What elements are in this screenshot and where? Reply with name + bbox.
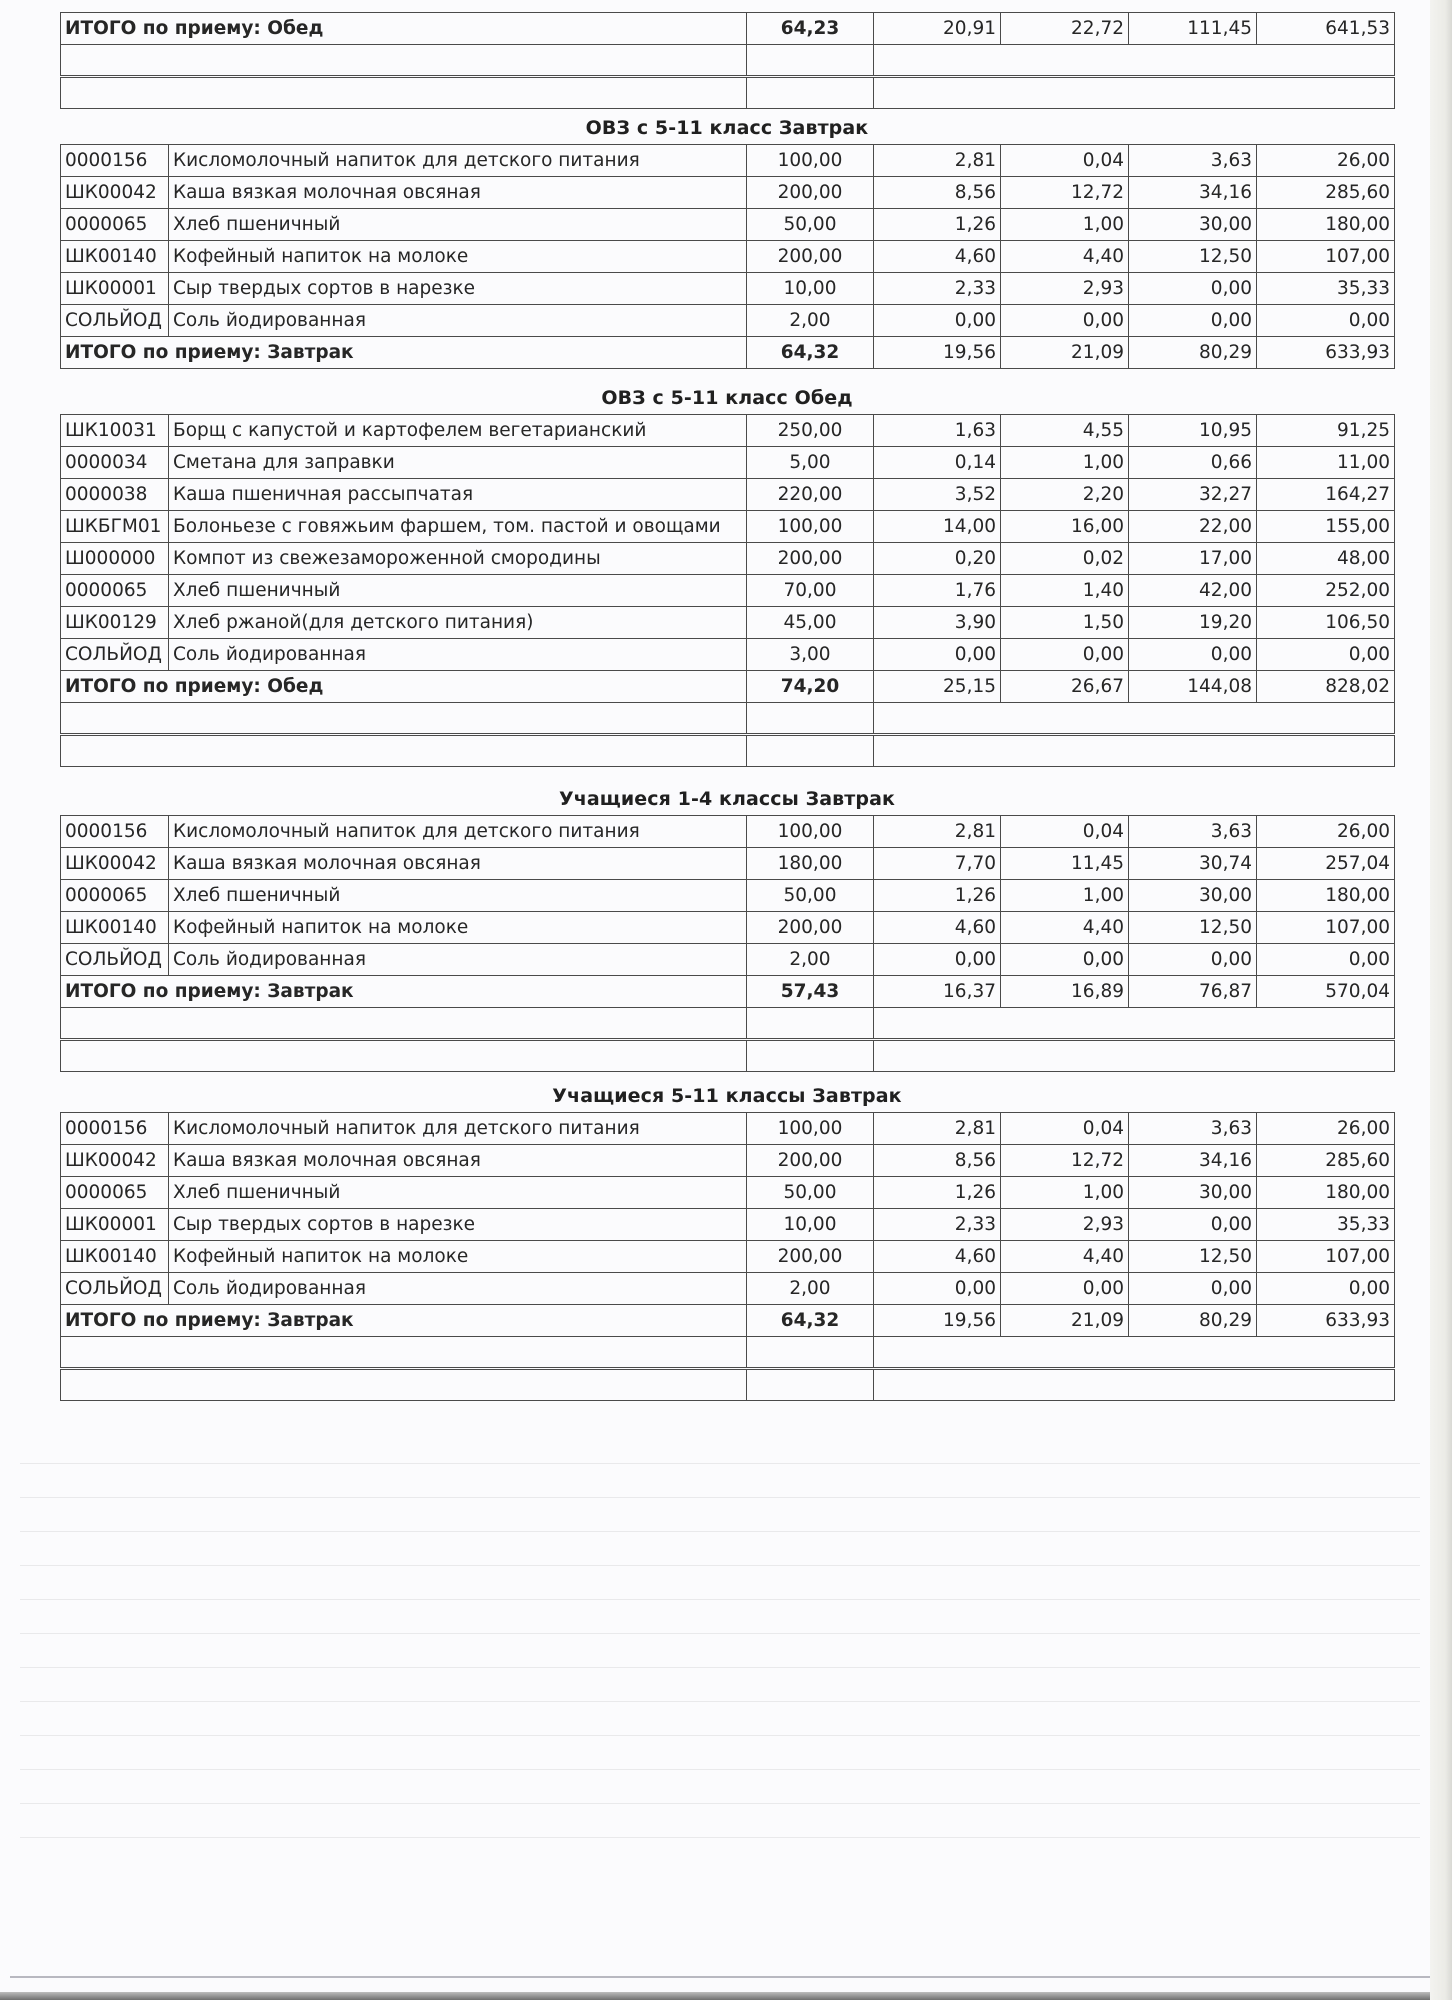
item-code: ШК00001 xyxy=(61,1209,169,1241)
item-name: Хлеб пшеничный xyxy=(169,880,747,912)
item-kcal: 164,27 xyxy=(1257,479,1395,511)
item-protein: 2,81 xyxy=(874,816,1001,848)
table-row xyxy=(61,447,1395,479)
item-code: 0000065 xyxy=(61,575,169,607)
item-carbs: 12,50 xyxy=(1129,241,1257,273)
item-fat: 11,45 xyxy=(1001,848,1129,880)
item-name: Болоньезе с говяжьим фаршем, том. пастой и овощами xyxy=(169,511,747,543)
total-label: ИТОГО по приему: Обед xyxy=(61,13,747,45)
item-code: СОЛЬЙОД xyxy=(61,305,169,337)
item-protein: 1,26 xyxy=(874,1177,1001,1209)
total-qty: 64,32 xyxy=(747,1305,874,1337)
item-kcal: 35,33 xyxy=(1257,1209,1395,1241)
item-kcal: 106,50 xyxy=(1257,607,1395,639)
item-fat: 0,00 xyxy=(1001,639,1129,671)
total-qty: 64,23 xyxy=(747,13,874,45)
item-name: Каша вязкая молочная овсяная xyxy=(169,848,747,880)
item-protein: 0,20 xyxy=(874,543,1001,575)
item-qty: 50,00 xyxy=(747,209,874,241)
bleed-through-artifact xyxy=(20,1430,1420,1860)
item-code: ШК00129 xyxy=(61,607,169,639)
blank-row xyxy=(61,45,1395,77)
total-carbs: 80,29 xyxy=(1129,1305,1257,1337)
table-row xyxy=(61,1113,1395,1145)
section-title: ОВЗ с 5-11 класс Завтрак xyxy=(585,117,869,139)
item-fat: 2,93 xyxy=(1001,1209,1129,1241)
item-code: ШК00042 xyxy=(61,848,169,880)
item-protein: 1,26 xyxy=(874,209,1001,241)
item-protein: 0,00 xyxy=(874,1273,1001,1305)
item-fat: 2,20 xyxy=(1001,479,1129,511)
item-code: ШК00042 xyxy=(61,1145,169,1177)
total-carbs: 80,29 xyxy=(1129,337,1257,369)
item-name: Каша вязкая молочная овсяная xyxy=(169,177,747,209)
item-qty: 100,00 xyxy=(747,1113,874,1145)
item-code: ШК00140 xyxy=(61,241,169,273)
blank-row xyxy=(61,735,1395,767)
total-fat: 22,72 xyxy=(1001,13,1129,45)
item-qty: 100,00 xyxy=(747,816,874,848)
item-kcal: 180,00 xyxy=(1257,1177,1395,1209)
item-fat: 1,40 xyxy=(1001,575,1129,607)
item-carbs: 30,00 xyxy=(1129,1177,1257,1209)
table-row xyxy=(61,1177,1395,1209)
item-name: Хлеб пшеничный xyxy=(169,575,747,607)
item-code: 0000156 xyxy=(61,145,169,177)
total-fat: 16,89 xyxy=(1001,976,1129,1008)
item-carbs: 0,00 xyxy=(1129,1273,1257,1305)
total-protein: 19,56 xyxy=(874,337,1001,369)
item-protein: 7,70 xyxy=(874,848,1001,880)
item-qty: 180,00 xyxy=(747,848,874,880)
item-carbs: 0,00 xyxy=(1129,639,1257,671)
total-row xyxy=(61,1305,1395,1337)
item-qty: 45,00 xyxy=(747,607,874,639)
item-qty: 2,00 xyxy=(747,1273,874,1305)
total-kcal: 570,04 xyxy=(1257,976,1395,1008)
item-fat: 0,04 xyxy=(1001,816,1129,848)
menu-table xyxy=(60,815,1395,1072)
item-protein: 2,81 xyxy=(874,145,1001,177)
item-qty: 200,00 xyxy=(747,1241,874,1273)
total-fat: 26,67 xyxy=(1001,671,1129,703)
total-row xyxy=(61,337,1395,369)
item-carbs: 0,00 xyxy=(1129,305,1257,337)
total-row xyxy=(61,671,1395,703)
table-row xyxy=(61,816,1395,848)
item-carbs: 3,63 xyxy=(1129,1113,1257,1145)
item-fat: 2,93 xyxy=(1001,273,1129,305)
table-row xyxy=(61,1145,1395,1177)
table-row xyxy=(61,511,1395,543)
item-code: ШК00140 xyxy=(61,912,169,944)
table-row xyxy=(61,177,1395,209)
item-code: 0000034 xyxy=(61,447,169,479)
item-name: Соль йодированная xyxy=(169,944,747,976)
total-protein: 19,56 xyxy=(874,1305,1001,1337)
blank-row xyxy=(61,1040,1395,1072)
item-protein: 4,60 xyxy=(874,1241,1001,1273)
item-protein: 0,00 xyxy=(874,944,1001,976)
item-name: Хлеб ржаной(для детского питания) xyxy=(169,607,747,639)
table-row xyxy=(61,912,1395,944)
total-protein: 25,15 xyxy=(874,671,1001,703)
item-kcal: 26,00 xyxy=(1257,816,1395,848)
item-qty: 200,00 xyxy=(747,912,874,944)
item-name: Соль йодированная xyxy=(169,305,747,337)
item-name: Каша вязкая молочная овсяная xyxy=(169,1145,747,1177)
item-code: 0000156 xyxy=(61,1113,169,1145)
total-row xyxy=(61,976,1395,1008)
item-kcal: 26,00 xyxy=(1257,1113,1395,1145)
table-row xyxy=(61,209,1395,241)
item-code: 0000065 xyxy=(61,209,169,241)
table-row xyxy=(61,145,1395,177)
item-protein: 2,33 xyxy=(874,1209,1001,1241)
item-kcal: 285,60 xyxy=(1257,1145,1395,1177)
item-name: Сыр твердых сортов в нарезке xyxy=(169,273,747,305)
item-protein: 8,56 xyxy=(874,1145,1001,1177)
item-carbs: 34,16 xyxy=(1129,177,1257,209)
item-name: Кофейный напиток на молоке xyxy=(169,241,747,273)
item-carbs: 19,20 xyxy=(1129,607,1257,639)
total-label: ИТОГО по приему: Завтрак xyxy=(61,976,747,1008)
total-protein: 16,37 xyxy=(874,976,1001,1008)
total-fat: 21,09 xyxy=(1001,337,1129,369)
item-name: Сметана для заправки xyxy=(169,447,747,479)
blank-row xyxy=(61,1008,1395,1040)
item-name: Кисломолочный напиток для детского питания xyxy=(169,145,747,177)
item-protein: 0,14 xyxy=(874,447,1001,479)
item-code: ШКБГМ01 xyxy=(61,511,169,543)
item-carbs: 30,74 xyxy=(1129,848,1257,880)
item-kcal: 180,00 xyxy=(1257,209,1395,241)
item-kcal: 48,00 xyxy=(1257,543,1395,575)
section-title: ОВЗ с 5-11 класс Обед xyxy=(601,387,853,409)
item-protein: 1,63 xyxy=(874,415,1001,447)
item-name: Кофейный напиток на молоке xyxy=(169,1241,747,1273)
item-kcal: 91,25 xyxy=(1257,415,1395,447)
total-carbs: 111,45 xyxy=(1129,13,1257,45)
item-kcal: 35,33 xyxy=(1257,273,1395,305)
item-fat: 1,50 xyxy=(1001,607,1129,639)
item-kcal: 107,00 xyxy=(1257,241,1395,273)
table-row xyxy=(61,273,1395,305)
item-kcal: 252,00 xyxy=(1257,575,1395,607)
blank-row xyxy=(61,77,1395,109)
item-protein: 0,00 xyxy=(874,639,1001,671)
item-qty: 250,00 xyxy=(747,415,874,447)
table-row xyxy=(61,944,1395,976)
table-row xyxy=(61,1241,1395,1273)
item-protein: 3,90 xyxy=(874,607,1001,639)
section-ovz-5-11-breakfast xyxy=(60,112,1394,369)
table-row xyxy=(61,415,1395,447)
item-code: 0000065 xyxy=(61,1177,169,1209)
item-fat: 1,00 xyxy=(1001,447,1129,479)
item-qty: 200,00 xyxy=(747,241,874,273)
item-fat: 16,00 xyxy=(1001,511,1129,543)
item-protein: 0,00 xyxy=(874,305,1001,337)
total-carbs: 144,08 xyxy=(1129,671,1257,703)
item-kcal: 155,00 xyxy=(1257,511,1395,543)
item-fat: 0,00 xyxy=(1001,944,1129,976)
total-row xyxy=(61,13,1395,45)
section-title: Учащиеся 5-11 классы Завтрак xyxy=(552,1085,902,1107)
item-fat: 12,72 xyxy=(1001,1145,1129,1177)
item-fat: 12,72 xyxy=(1001,177,1129,209)
item-kcal: 107,00 xyxy=(1257,912,1395,944)
item-carbs: 32,27 xyxy=(1129,479,1257,511)
total-kcal: 828,02 xyxy=(1257,671,1395,703)
item-protein: 1,26 xyxy=(874,880,1001,912)
total-fat: 21,09 xyxy=(1001,1305,1129,1337)
item-code: ШК00042 xyxy=(61,177,169,209)
scan-edge-line xyxy=(10,1976,1430,1978)
section-title: Учащиеся 1-4 классы Завтрак xyxy=(558,788,896,810)
item-kcal: 180,00 xyxy=(1257,880,1395,912)
item-qty: 10,00 xyxy=(747,273,874,305)
item-carbs: 42,00 xyxy=(1129,575,1257,607)
item-fat: 1,00 xyxy=(1001,880,1129,912)
item-name: Хлеб пшеничный xyxy=(169,209,747,241)
item-name: Хлеб пшеничный xyxy=(169,1177,747,1209)
item-kcal: 26,00 xyxy=(1257,145,1395,177)
item-qty: 3,00 xyxy=(747,639,874,671)
item-name: Борщ с капустой и картофелем вегетарианский xyxy=(169,415,747,447)
scan-bottom-edge xyxy=(0,1992,1452,2000)
item-qty: 220,00 xyxy=(747,479,874,511)
item-qty: 50,00 xyxy=(747,880,874,912)
item-code: ШК00140 xyxy=(61,1241,169,1273)
menu-table xyxy=(60,144,1395,369)
item-fat: 4,55 xyxy=(1001,415,1129,447)
item-kcal: 107,00 xyxy=(1257,1241,1395,1273)
item-carbs: 17,00 xyxy=(1129,543,1257,575)
item-protein: 2,81 xyxy=(874,1113,1001,1145)
table-row xyxy=(61,639,1395,671)
item-protein: 14,00 xyxy=(874,511,1001,543)
total-label: ИТОГО по приему: Завтрак xyxy=(61,337,747,369)
item-qty: 70,00 xyxy=(747,575,874,607)
item-fat: 4,40 xyxy=(1001,241,1129,273)
item-protein: 1,76 xyxy=(874,575,1001,607)
section-grades-5-11-breakfast xyxy=(60,1080,1394,1401)
total-carbs: 76,87 xyxy=(1129,976,1257,1008)
item-kcal: 11,00 xyxy=(1257,447,1395,479)
item-name: Сыр твердых сортов в нарезке xyxy=(169,1209,747,1241)
item-code: 0000065 xyxy=(61,880,169,912)
total-kcal: 633,93 xyxy=(1257,1305,1395,1337)
menu-table xyxy=(60,414,1395,767)
item-protein: 4,60 xyxy=(874,241,1001,273)
item-qty: 200,00 xyxy=(747,543,874,575)
table-row xyxy=(61,305,1395,337)
item-fat: 0,04 xyxy=(1001,145,1129,177)
item-carbs: 0,66 xyxy=(1129,447,1257,479)
total-kcal: 641,53 xyxy=(1257,13,1395,45)
item-code: Ш000000 xyxy=(61,543,169,575)
item-fat: 0,00 xyxy=(1001,305,1129,337)
item-qty: 50,00 xyxy=(747,1177,874,1209)
total-qty: 64,32 xyxy=(747,337,874,369)
item-carbs: 3,63 xyxy=(1129,816,1257,848)
item-code: 0000156 xyxy=(61,816,169,848)
total-qty: 74,20 xyxy=(747,671,874,703)
item-code: ШК00001 xyxy=(61,273,169,305)
item-protein: 2,33 xyxy=(874,273,1001,305)
item-carbs: 10,95 xyxy=(1129,415,1257,447)
item-qty: 100,00 xyxy=(747,511,874,543)
table-row xyxy=(61,607,1395,639)
item-code: СОЛЬЙОД xyxy=(61,1273,169,1305)
table-row xyxy=(61,479,1395,511)
total-protein: 20,91 xyxy=(874,13,1001,45)
total-label: ИТОГО по приему: Обед xyxy=(61,671,747,703)
item-carbs: 0,00 xyxy=(1129,944,1257,976)
blank-row xyxy=(61,1369,1395,1401)
item-kcal: 0,00 xyxy=(1257,305,1395,337)
item-name: Компот из свежезамороженной смородины xyxy=(169,543,747,575)
item-carbs: 0,00 xyxy=(1129,273,1257,305)
item-qty: 200,00 xyxy=(747,177,874,209)
item-code: СОЛЬЙОД xyxy=(61,639,169,671)
item-name: Кисломолочный напиток для детского питания xyxy=(169,1113,747,1145)
item-name: Кисломолочный напиток для детского питания xyxy=(169,816,747,848)
item-carbs: 30,00 xyxy=(1129,880,1257,912)
item-carbs: 34,16 xyxy=(1129,1145,1257,1177)
item-fat: 0,00 xyxy=(1001,1273,1129,1305)
item-kcal: 0,00 xyxy=(1257,944,1395,976)
total-qty: 57,43 xyxy=(747,976,874,1008)
table-row xyxy=(61,1209,1395,1241)
item-fat: 4,40 xyxy=(1001,912,1129,944)
item-carbs: 22,00 xyxy=(1129,511,1257,543)
menu-table xyxy=(60,1112,1395,1401)
item-name: Соль йодированная xyxy=(169,1273,747,1305)
item-code: ШК10031 xyxy=(61,415,169,447)
item-carbs: 3,63 xyxy=(1129,145,1257,177)
item-fat: 0,04 xyxy=(1001,1113,1129,1145)
item-code: СОЛЬЙОД xyxy=(61,944,169,976)
item-kcal: 0,00 xyxy=(1257,1273,1395,1305)
item-fat: 1,00 xyxy=(1001,1177,1129,1209)
item-qty: 100,00 xyxy=(747,145,874,177)
item-protein: 8,56 xyxy=(874,177,1001,209)
item-qty: 2,00 xyxy=(747,944,874,976)
item-carbs: 12,50 xyxy=(1129,912,1257,944)
table-row xyxy=(61,575,1395,607)
table-row xyxy=(61,880,1395,912)
item-qty: 200,00 xyxy=(747,1145,874,1177)
item-qty: 5,00 xyxy=(747,447,874,479)
item-carbs: 0,00 xyxy=(1129,1209,1257,1241)
section-grades-1-4-breakfast xyxy=(60,783,1394,1072)
section-ovz-5-11-lunch xyxy=(60,382,1394,767)
top-total-block xyxy=(60,12,1394,109)
item-code: 0000038 xyxy=(61,479,169,511)
item-kcal: 257,04 xyxy=(1257,848,1395,880)
table-row xyxy=(61,848,1395,880)
item-name: Каша пшеничная рассыпчатая xyxy=(169,479,747,511)
table-row xyxy=(61,1273,1395,1305)
blank-row xyxy=(61,1337,1395,1369)
item-name: Соль йодированная xyxy=(169,639,747,671)
item-qty: 2,00 xyxy=(747,305,874,337)
item-qty: 10,00 xyxy=(747,1209,874,1241)
item-protein: 3,52 xyxy=(874,479,1001,511)
total-kcal: 633,93 xyxy=(1257,337,1395,369)
total-label: ИТОГО по приему: Завтрак xyxy=(61,1305,747,1337)
table-row xyxy=(61,543,1395,575)
item-fat: 0,02 xyxy=(1001,543,1129,575)
item-fat: 1,00 xyxy=(1001,209,1129,241)
item-protein: 4,60 xyxy=(874,912,1001,944)
blank-row xyxy=(61,703,1395,735)
scan-right-edge xyxy=(1430,0,1452,2000)
item-carbs: 12,50 xyxy=(1129,1241,1257,1273)
top-total-table xyxy=(60,12,1395,109)
table-row xyxy=(61,241,1395,273)
item-kcal: 285,60 xyxy=(1257,177,1395,209)
item-name: Кофейный напиток на молоке xyxy=(169,912,747,944)
item-fat: 4,40 xyxy=(1001,1241,1129,1273)
item-carbs: 30,00 xyxy=(1129,209,1257,241)
item-kcal: 0,00 xyxy=(1257,639,1395,671)
